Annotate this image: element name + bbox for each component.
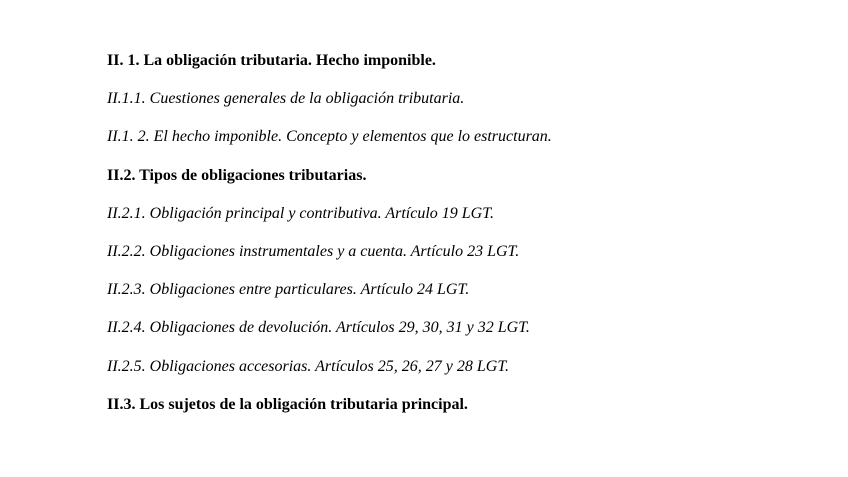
toc-subitem-ii-1-2: II.1. 2. El hecho imponible. Concepto y elementos que lo estructuran.: [107, 128, 552, 146]
toc-subitem-ii-2-2: II.2.2. Obligaciones instrumentales y a cuenta. Artículo 23 LGT.: [107, 242, 520, 260]
toc-subitem-ii-2-1: II.2.1. Obligación principal y contributiva. Artículo 19 LGT.: [107, 204, 494, 222]
toc-subitem-ii-2-5: II.2.5. Obligaciones accesorias. Artículos 25, 26, 27 y 28 LGT.: [107, 357, 510, 375]
toc-heading-ii-2: II.2. Tipos de obligaciones tributarias.: [107, 166, 367, 184]
table-of-contents: [107, 48, 827, 430]
toc-subitem-ii-1-1: II.1.1. Cuestiones generales de la obligación tributaria.: [107, 90, 465, 108]
toc-heading-ii-3: II.3. Los sujetos de la obligación tributaria principal.: [107, 395, 468, 413]
toc-heading-ii-1: II. 1. La obligación tributaria. Hecho imponible.: [107, 52, 436, 69]
toc-subitem-ii-2-3: II.2.3. Obligaciones entre particulares. Artículo 24 LGT.: [107, 281, 470, 299]
toc-subitem-ii-2-4: II.2.4. Obligaciones de devolución. Artículos 29, 30, 31 y 32 LGT.: [107, 319, 530, 337]
